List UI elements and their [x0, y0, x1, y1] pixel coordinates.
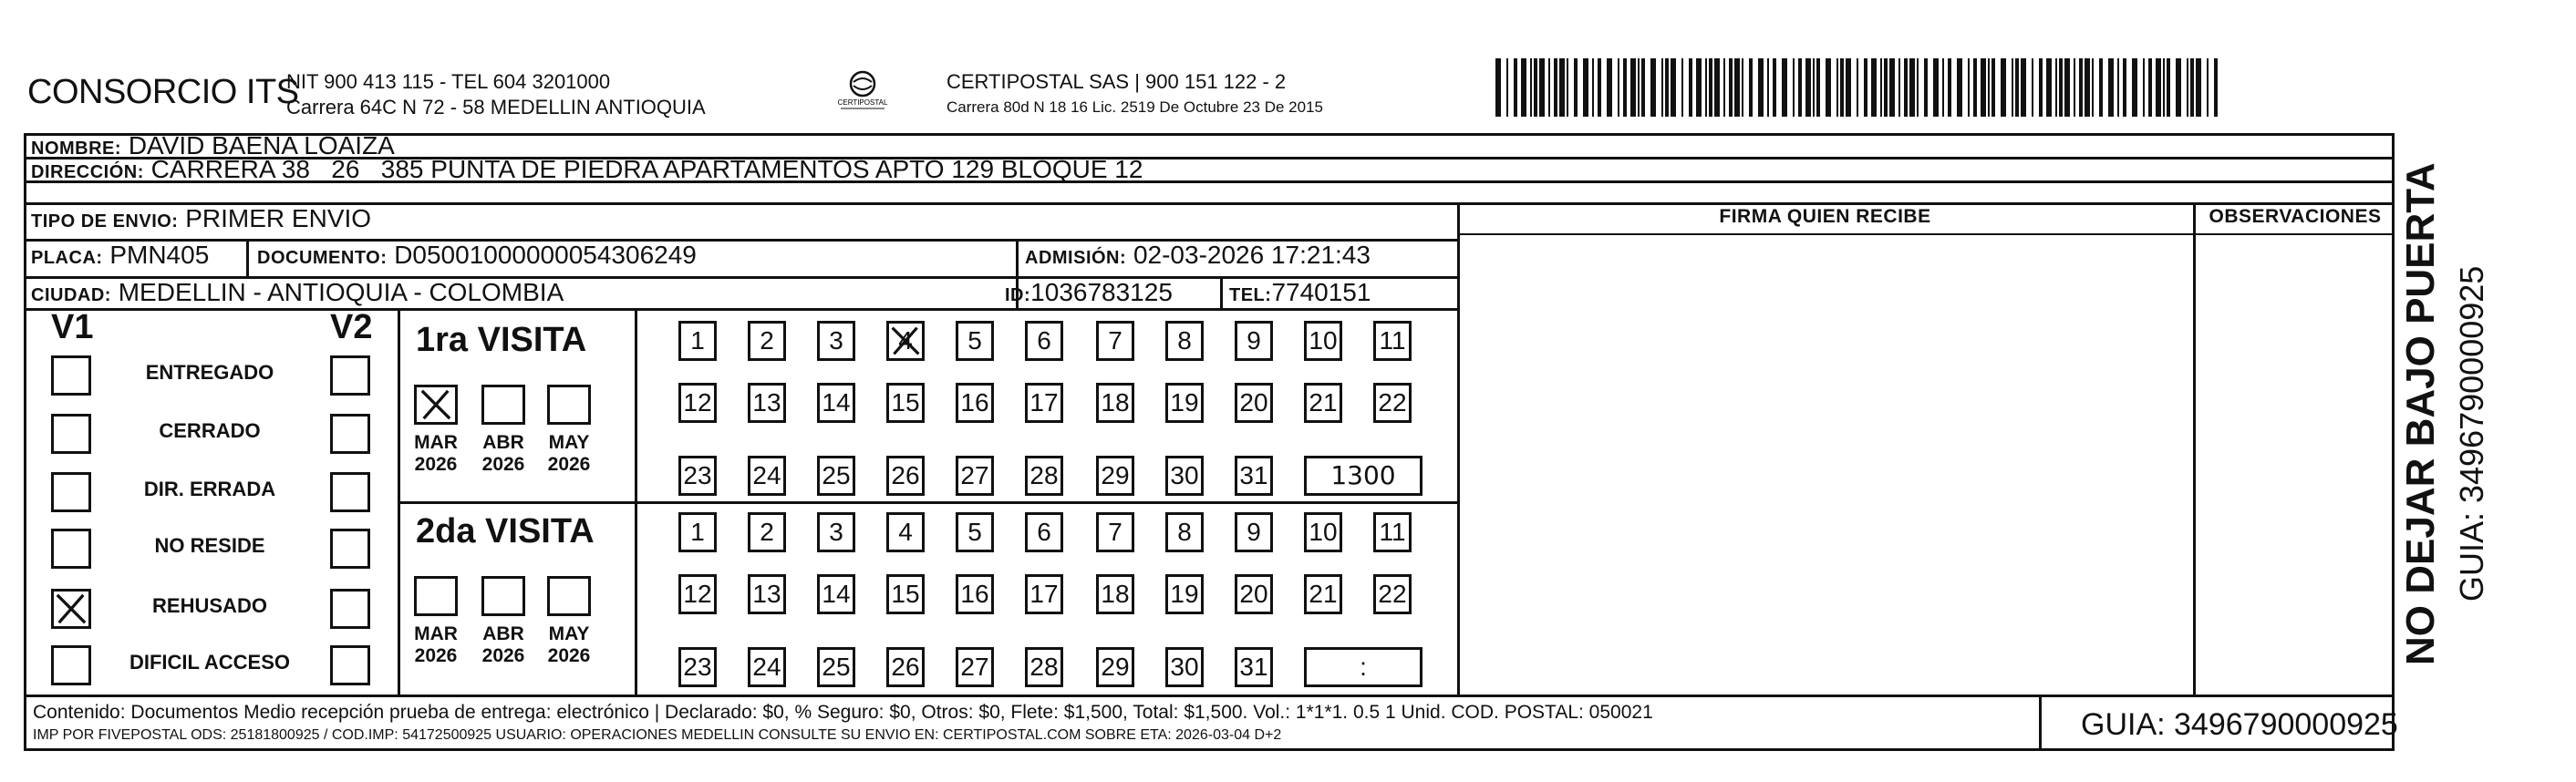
first-visit-day-box[interactable]: 27	[956, 456, 994, 496]
placa-value: PMN405	[109, 241, 210, 269]
first-visit-day-box[interactable]: 9	[1235, 321, 1273, 361]
barcode-bar	[2074, 58, 2075, 117]
second-visit-day-box[interactable]: 29	[1096, 647, 1134, 687]
barcode-bar	[2163, 58, 2165, 117]
first-visit-day-box[interactable]: 26	[886, 456, 925, 496]
admision-label: ADMISIÓN:	[1025, 248, 1127, 268]
second-visit-day-box[interactable]: 12	[678, 574, 717, 614]
barcode-bar	[1709, 58, 1712, 117]
status-label: DIFICIL ACCESO	[129, 651, 290, 674]
barcode-bar	[1846, 58, 1851, 117]
v2-checkbox[interactable]	[330, 355, 370, 396]
first-visit-day-box[interactable]: 2	[748, 321, 786, 361]
first-visit-day-box[interactable]: 7	[1096, 321, 1134, 361]
barcode-bar	[1758, 58, 1764, 117]
first-visit-time-box[interactable]: 1300	[1304, 456, 1422, 496]
barcode-bar	[1665, 58, 1669, 117]
first-visit-day-box[interactable]: 23	[678, 456, 717, 496]
month-year: 2026	[547, 454, 591, 475]
month-label	[471, 623, 535, 667]
first-visit-day-box[interactable]: 5	[956, 321, 994, 361]
tel-value: 7740151	[1271, 278, 1371, 306]
documento-row	[257, 241, 697, 270]
tipo-envio-row	[31, 204, 371, 233]
second-visit-day-box[interactable]: 18	[1096, 574, 1134, 614]
barcode-bar	[1880, 58, 1882, 117]
nombre-label: NOMBRE:	[31, 139, 122, 159]
barcode-bar	[1826, 58, 1831, 117]
barcode-bar	[2132, 58, 2137, 117]
company-info	[286, 69, 706, 120]
first-visit-day-box[interactable]: 3	[817, 321, 855, 361]
tipo-envio-value: PRIMER ENVIO	[185, 204, 372, 232]
barcode-bar	[2001, 58, 2006, 117]
first-visit-day-box[interactable]: 31	[1235, 456, 1273, 496]
second-visit-day-box[interactable]: 4	[886, 512, 925, 552]
barcode-bar	[1534, 58, 1537, 117]
barcode-bar	[1948, 58, 1951, 117]
barcode-bar	[2167, 58, 2170, 117]
v1-checkbox[interactable]	[51, 645, 91, 685]
direccion-row	[31, 155, 1143, 184]
barcode-bar	[1729, 58, 1733, 117]
barcode-bar	[1641, 58, 1645, 117]
company-nit: NIT 900 413 115 - TEL 604 3201000	[286, 70, 611, 93]
barcode-bar	[1567, 58, 1568, 117]
barcode-bar	[1933, 58, 1939, 117]
documento-value: D05001000000054306249	[394, 241, 697, 269]
barcode-bar	[1898, 58, 1900, 117]
day-number: 4	[898, 326, 913, 355]
second-visit-day-box[interactable]: 16	[956, 574, 994, 614]
second-visit-day-box[interactable]: 14	[817, 574, 855, 614]
second-visit-month-checkbox[interactable]	[547, 576, 591, 616]
barcode-bar	[1650, 58, 1656, 117]
ciudad-label: CIUDAD:	[31, 285, 111, 305]
id-row	[1005, 278, 1173, 307]
footer-imp: IMP POR FIVEPOSTAL ODS: 25181800925 / COD.IMP: 54172500925 USUARIO: OPERACIONES MEDELLIN CONSULTE SU ENVIO EN: CERTIPOSTAL.COM SOBRE ETA: 2026-03-04 D+2	[33, 727, 1282, 743]
barcode-bar	[1671, 58, 1676, 117]
id-label: ID:	[1005, 285, 1031, 305]
direccion-label: DIRECCIÓN:	[31, 162, 144, 182]
second-visit-day-box[interactable]: 31	[1235, 647, 1273, 687]
barcode-bar	[2012, 58, 2013, 117]
barcode-bar	[1871, 58, 1877, 117]
first-visit-day-box[interactable]: 16	[956, 383, 994, 423]
barcode-bar	[1840, 58, 1844, 117]
barcode-bar	[2214, 58, 2218, 117]
second-visit-day-box[interactable]: 28	[1025, 647, 1063, 687]
barcode-bar	[1539, 58, 1545, 117]
barcode-bar	[1813, 58, 1815, 117]
first-visit-day-box[interactable]: 19	[1165, 383, 1204, 423]
first-visit-day-box[interactable]: 14	[817, 383, 855, 423]
barcode-bar	[1782, 58, 1787, 117]
first-visit-title: 1ra VISITA	[416, 321, 587, 359]
tipo-envio-label: TIPO DE ENVIO:	[31, 211, 179, 232]
second-visit-day-box[interactable]: 26	[886, 647, 925, 687]
first-visit-day-box[interactable]: 17	[1025, 383, 1063, 423]
barcode-bar	[1889, 58, 1895, 117]
barcode-bar	[2196, 58, 2201, 117]
second-visit-day-box[interactable]: 17	[1025, 574, 1063, 614]
second-visit-month-checkbox[interactable]	[414, 576, 458, 616]
barcode-bar	[1734, 58, 1740, 117]
barcode-bar	[1689, 58, 1692, 117]
barcode-bar	[1681, 58, 1683, 117]
barcode-bar	[1816, 58, 1820, 117]
first-visit-day-box[interactable]: 10	[1304, 321, 1342, 361]
second-visit-day-box[interactable]: 30	[1165, 647, 1204, 687]
first-visit-month-checkbox[interactable]	[414, 385, 458, 425]
second-visit-time-box[interactable]: :	[1304, 647, 1422, 687]
first-visit-month-checkbox[interactable]	[481, 385, 525, 425]
barcode-bar	[1942, 58, 1944, 117]
v1-checkbox[interactable]	[51, 414, 91, 454]
barcode-bar	[1574, 58, 1578, 117]
barcode-bar	[1521, 58, 1526, 117]
barcode-bar	[1583, 58, 1588, 117]
barcode-bar	[2059, 58, 2063, 117]
first-visit-day-box[interactable]: 30	[1165, 456, 1204, 496]
barcode-bar	[1714, 58, 1720, 117]
barcode-bar	[2123, 58, 2126, 117]
status-label: REHUSADO	[152, 594, 267, 617]
firma-header: FIRMA QUIEN RECIBE	[1719, 206, 1931, 227]
company-address: Carrera 64C N 72 - 58 MEDELLIN ANTIOQUIA	[286, 96, 706, 118]
first-visit-day-box[interactable]: 6	[1025, 321, 1063, 361]
logo-caption: CERTIPOSTAL	[837, 98, 888, 107]
barcode-bar	[1924, 58, 1928, 117]
nombre-value: DAVID BAENA LOAIZA	[128, 131, 395, 159]
first-visit-day-box[interactable]: 20	[1235, 383, 1273, 423]
barcode-bar	[2117, 58, 2119, 117]
side-guia: GUIA: 3496790000925	[2453, 265, 2490, 602]
admision-value: 02-03-2026 17:21:43	[1133, 241, 1371, 269]
barcode-bar	[1968, 58, 1970, 117]
barcode-bar	[1981, 58, 1986, 117]
barcode-bar	[1884, 58, 1888, 117]
barcode-bar	[1749, 58, 1753, 117]
barcode-bar	[2176, 58, 2181, 117]
firma-area[interactable]	[1463, 239, 2188, 691]
month-year: 2026	[547, 645, 591, 666]
first-visit-day-box[interactable]: 21	[1304, 383, 1342, 423]
second-visit-day-box[interactable]: 13	[748, 574, 786, 614]
observaciones-area[interactable]	[2198, 239, 2391, 691]
month-year: 2026	[414, 645, 458, 666]
barcode-bar	[1530, 58, 1532, 117]
second-visit-day-box[interactable]: 11	[1373, 512, 1412, 552]
certipostal-nit: CERTIPOSTAL SAS | 900 151 122 - 2	[947, 70, 1287, 93]
barcode-bar	[1742, 58, 1743, 117]
barcode-bar	[1836, 58, 1838, 117]
admision-row	[1025, 241, 1371, 270]
first-visit-day-box[interactable]	[886, 321, 925, 361]
month-year: 2026	[414, 454, 458, 475]
second-visit-day-box[interactable]: 9	[1235, 512, 1273, 552]
barcode-bar	[1592, 58, 1594, 117]
first-visit-day-box[interactable]: 12	[678, 383, 717, 423]
status-label: NO RESIDE	[154, 534, 265, 557]
status-label: ENTREGADO	[145, 361, 274, 384]
month-label	[404, 432, 468, 476]
company-name: CONSORCIO ITS	[27, 73, 299, 111]
barcode-bar	[1988, 58, 1990, 117]
second-visit-day-box[interactable]: 19	[1165, 574, 1204, 614]
barcode-bar	[2108, 58, 2114, 117]
barcode-bar	[2021, 58, 2026, 117]
barcode-bar	[1917, 58, 1919, 117]
barcode-bar	[1598, 58, 1601, 117]
second-visit-day-box[interactable]: 24	[748, 647, 786, 687]
direccion-value: CARRERA 38 26 385 PUNTA DE PIEDRA APARTAMENTOS APTO 129 BLOQUE 12	[150, 155, 1143, 183]
barcode-bar	[1793, 58, 1795, 117]
barcode-bar	[1904, 58, 1908, 117]
month-label	[537, 432, 601, 476]
first-visit-day-box[interactable]: 22	[1373, 383, 1412, 423]
barcode-bar	[1630, 58, 1636, 117]
barcode-bar	[1696, 58, 1702, 117]
barcode-bar	[1864, 58, 1867, 117]
barcode-bar	[2187, 58, 2188, 117]
second-visit-day-box[interactable]: 15	[886, 574, 925, 614]
second-visit-day-box[interactable]: 23	[678, 647, 717, 687]
barcode-bar	[1909, 58, 1915, 117]
first-visit-day-box[interactable]: 18	[1096, 383, 1134, 423]
second-visit-day-box[interactable]: 27	[956, 647, 994, 687]
second-visit-day-box[interactable]: 10	[1304, 512, 1342, 552]
month-year: 2026	[481, 645, 525, 666]
barcode-bar	[1559, 58, 1565, 117]
footer-contenido: Contenido: Documentos Medio recepción prueba de entrega: electrónico | Declarado: $0, % Seguro: $0, Otros: $0, Flete: $1,500, Total: $1,500. Vol.: 1*1*1. 0.5 1 Unid. COD. POSTAL: 050021	[33, 702, 1653, 723]
observaciones-header: OBSERVACIONES	[2209, 206, 2382, 227]
first-visit-day-box[interactable]: 1	[678, 321, 717, 361]
barcode-bar	[2148, 58, 2152, 117]
barcode-bar	[2015, 58, 2019, 117]
second-visit-title: 2da VISITA	[416, 512, 595, 550]
second-visit-day-box[interactable]: 2	[748, 512, 786, 552]
certipostal-address: Carrera 80d N 18 16 Lic. 2519 De Octubre 23 De 2015	[947, 98, 1323, 116]
barcode-bar	[1607, 58, 1612, 117]
v1-header: V1	[51, 308, 94, 346]
barcode-bar	[1506, 58, 1508, 117]
barcode-bar	[1554, 58, 1557, 117]
month-label	[471, 432, 535, 476]
tel-label: TEL:	[1229, 285, 1272, 305]
first-visit-day-box[interactable]: 24	[748, 456, 786, 496]
month-name: MAY	[548, 623, 590, 644]
barcode-bar	[1705, 58, 1707, 117]
barcode-bar	[2046, 58, 2052, 117]
barcode-bar	[1773, 58, 1776, 117]
month-year: 2026	[481, 454, 525, 475]
v2-checkbox[interactable]	[330, 472, 370, 512]
barcode-bar	[2207, 58, 2209, 117]
barcode-bar	[1973, 58, 1977, 117]
month-label	[537, 623, 601, 667]
first-visit-day-box[interactable]: 29	[1096, 456, 1134, 496]
barcode-bar	[1638, 58, 1640, 117]
barcode-bar	[2092, 58, 2094, 117]
barcode-bar	[2099, 58, 2103, 117]
placa-row	[31, 241, 209, 270]
v2-checkbox[interactable]	[330, 645, 370, 685]
v2-checkbox[interactable]	[330, 589, 370, 629]
documento-label: DOCUMENTO:	[257, 248, 388, 268]
barcode-bar	[1548, 58, 1550, 117]
barcode-bar	[2156, 58, 2161, 117]
first-visit-day-box[interactable]: 13	[748, 383, 786, 423]
barcode	[1495, 58, 2225, 117]
v2-checkbox[interactable]	[330, 529, 370, 569]
v1-checkbox[interactable]	[51, 529, 91, 569]
barcode-bar	[2143, 58, 2145, 117]
barcode-bar	[1957, 58, 1962, 117]
status-label: DIR. ERRADA	[143, 478, 276, 500]
first-visit-day-box[interactable]: 25	[817, 456, 855, 496]
second-visit-month-checkbox[interactable]	[481, 576, 525, 616]
v2-header: V2	[330, 308, 373, 346]
second-visit-day-box[interactable]: 20	[1235, 574, 1273, 614]
second-visit-day-box[interactable]: 5	[956, 512, 994, 552]
month-name: ABR	[482, 432, 524, 453]
second-visit-day-box[interactable]: 7	[1096, 512, 1134, 552]
barcode-bar	[1495, 58, 1501, 117]
barcode-bar	[2064, 58, 2070, 117]
barcode-bar	[1618, 58, 1619, 117]
first-visit-day-box[interactable]: 28	[1025, 456, 1063, 496]
barcode-bar	[2039, 58, 2043, 117]
second-visit-day-box[interactable]: 8	[1165, 512, 1204, 552]
v1-checkbox[interactable]	[51, 589, 91, 629]
month-label	[404, 623, 468, 667]
barcode-bar	[1767, 58, 1769, 117]
v1-checkbox[interactable]	[51, 355, 91, 396]
second-visit-day-box[interactable]: 6	[1025, 512, 1063, 552]
first-visit-day-box[interactable]: 15	[886, 383, 925, 423]
barcode-bar	[2055, 58, 2057, 117]
v1-checkbox[interactable]	[51, 472, 91, 512]
ciudad-row	[31, 278, 564, 307]
status-label: CERRADO	[159, 419, 261, 442]
barcode-bar	[1805, 58, 1811, 117]
second-visit-day-box[interactable]: 3	[817, 512, 855, 552]
second-visit-day-box[interactable]: 25	[817, 647, 855, 687]
barcode-bar	[2085, 58, 2090, 117]
barcode-bar	[2032, 58, 2033, 117]
barcode-bar	[1857, 58, 1858, 117]
v2-checkbox[interactable]	[330, 414, 370, 454]
footer-guia: GUIA: 3496790000925	[2081, 707, 2398, 742]
certipostal-logo	[828, 69, 897, 111]
barcode-bar	[1798, 58, 1802, 117]
barcode-bar	[1991, 58, 1995, 117]
barcode-bar	[1514, 58, 1517, 117]
placa-label: PLACA:	[31, 248, 103, 268]
barcode-bar	[1623, 58, 1627, 117]
ciudad-value: MEDELLIN - ANTIOQUIA - COLOMBIA	[118, 278, 564, 306]
first-visit-day-box[interactable]: 11	[1373, 321, 1412, 361]
month-name: MAY	[548, 432, 590, 453]
month-name: ABR	[482, 623, 524, 644]
month-name: MAR	[414, 432, 458, 453]
barcode-bar	[2190, 58, 2194, 117]
second-visit-day-box[interactable]: 21	[1304, 574, 1342, 614]
first-visit-month-checkbox[interactable]	[547, 385, 591, 425]
certipostal-info	[947, 69, 1323, 120]
barcode-bar	[1661, 58, 1663, 117]
month-name: MAR	[414, 623, 458, 644]
first-visit-day-box[interactable]: 8	[1165, 321, 1204, 361]
tel-row	[1229, 278, 1371, 307]
second-visit-day-box[interactable]: 22	[1373, 574, 1412, 614]
barcode-bar	[2079, 58, 2083, 117]
barcode-bar	[1723, 58, 1725, 117]
second-visit-day-box[interactable]: 1	[678, 512, 717, 552]
id-value: 1036783125	[1030, 278, 1173, 306]
side-notice: NO DEJAR BAJO PUERTA	[2398, 162, 2443, 665]
